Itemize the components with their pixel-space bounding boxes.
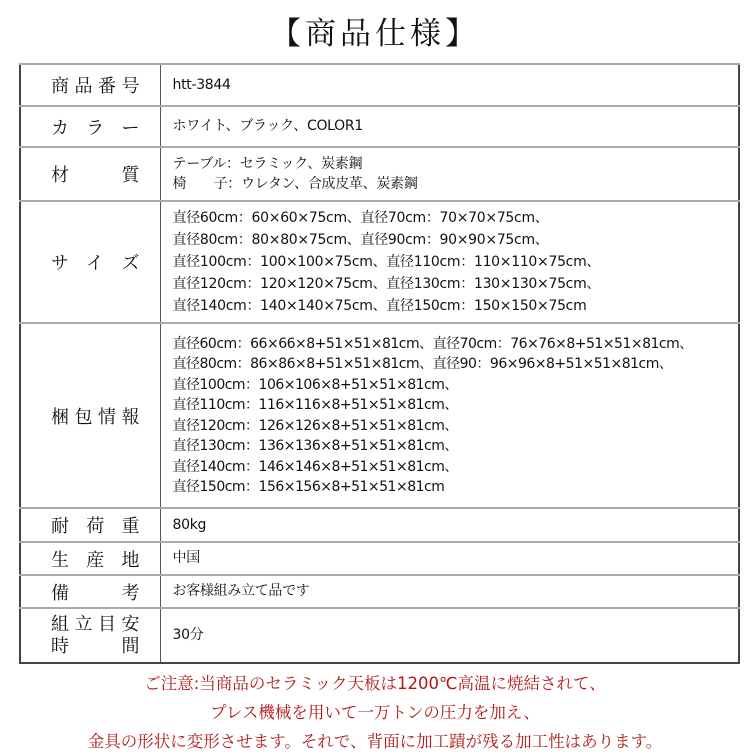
row-color [20, 106, 739, 147]
value-product-number: htt-3844 [160, 64, 739, 106]
value-material [160, 147, 739, 201]
packaging-line: 直径150cm：156×156×8+51×51×81cm [172, 479, 445, 495]
value-remarks: お客様組み立て品です [160, 575, 739, 608]
label-size: サイズ [20, 201, 160, 323]
row-material [20, 147, 739, 201]
row-size [20, 201, 739, 323]
material-line: 椅 子：ウレタン、合成皮革、炭素鋼 [172, 176, 418, 192]
value-color: ホワイト、ブラック、COLOR1 [160, 106, 739, 147]
packaging-line: 直径130cm：136×136×8+51×51×81cm、 [172, 438, 458, 454]
packaging-line: 直径140cm：146×146×8+51×51×81cm、 [172, 458, 458, 475]
label-color: カラー [20, 106, 160, 147]
value-load: 80kg [160, 508, 739, 542]
packaging-line: 直径80cm：86×86×8+51×51×81cm、直径90：96×96×8+51×51×81cm、 [172, 356, 673, 372]
label-packaging: 梱包情報 [20, 323, 160, 508]
packaging-line: 直径120cm：126×126×8+51×51×81cm、 [172, 417, 458, 434]
value-packaging [160, 323, 739, 508]
note-line: ご注意:当商品のセラミック天板は1200℃高温に焼結されて、 [144, 674, 606, 693]
page-title: 【商品仕様】 [270, 16, 480, 52]
row-remarks [20, 575, 739, 608]
label-origin: 生産地 [20, 542, 160, 575]
row-load [20, 508, 739, 542]
label-product-number: 商品番号 [20, 64, 160, 106]
row-assembly [20, 608, 739, 663]
spec-table [19, 63, 740, 664]
value-size [160, 201, 739, 323]
material-line: テーブル：セラミック、炭素鋼 [172, 155, 363, 172]
size-line: 直径140cm：140×140×75cm、直径150cm：150×150×75cm [172, 298, 587, 314]
label-assembly-line2: 時間 [51, 635, 140, 657]
row-product-number [20, 64, 739, 106]
packaging-line: 直径110cm：116×116×8+51×51×81cm、 [172, 397, 458, 413]
label-material: 材質 [20, 147, 160, 201]
note-line: 金具の形状に変形させます。それで、背面に加工蹟が残る加工性はあります。 [87, 732, 663, 751]
label-assembly-line1: 組立目安 [51, 613, 140, 635]
size-line: 直径120cm：120×120×75cm、直径130cm：130×130×75cm、 [172, 276, 601, 292]
note-line: プレス機械を用いて一万トンの圧力を加え、 [210, 703, 540, 722]
caution-notes [0, 669, 750, 756]
label-remarks: 備考 [20, 575, 160, 608]
value-origin: 中国 [160, 542, 739, 575]
size-line: 直径80cm：80×80×75cm、直径90cm：90×90×75cm、 [172, 232, 549, 248]
size-line: 直径60cm：60×60×75cm、直径70cm：70×70×75cm、 [172, 210, 549, 226]
row-origin [20, 542, 739, 575]
row-packaging [20, 323, 739, 508]
label-assembly [20, 608, 160, 663]
value-assembly: 30分 [160, 608, 739, 663]
size-line: 直径100cm：100×100×75cm、直径110cm：110×110×75cm、 [172, 254, 601, 270]
packaging-line: 直径60cm：66×66×8+51×51×81cm、直径70cm：76×76×8+51×51×81cm、 [172, 335, 693, 352]
label-load: 耐荷重 [20, 508, 160, 542]
packaging-line: 直径100cm：106×106×8+51×51×81cm、 [172, 376, 458, 393]
